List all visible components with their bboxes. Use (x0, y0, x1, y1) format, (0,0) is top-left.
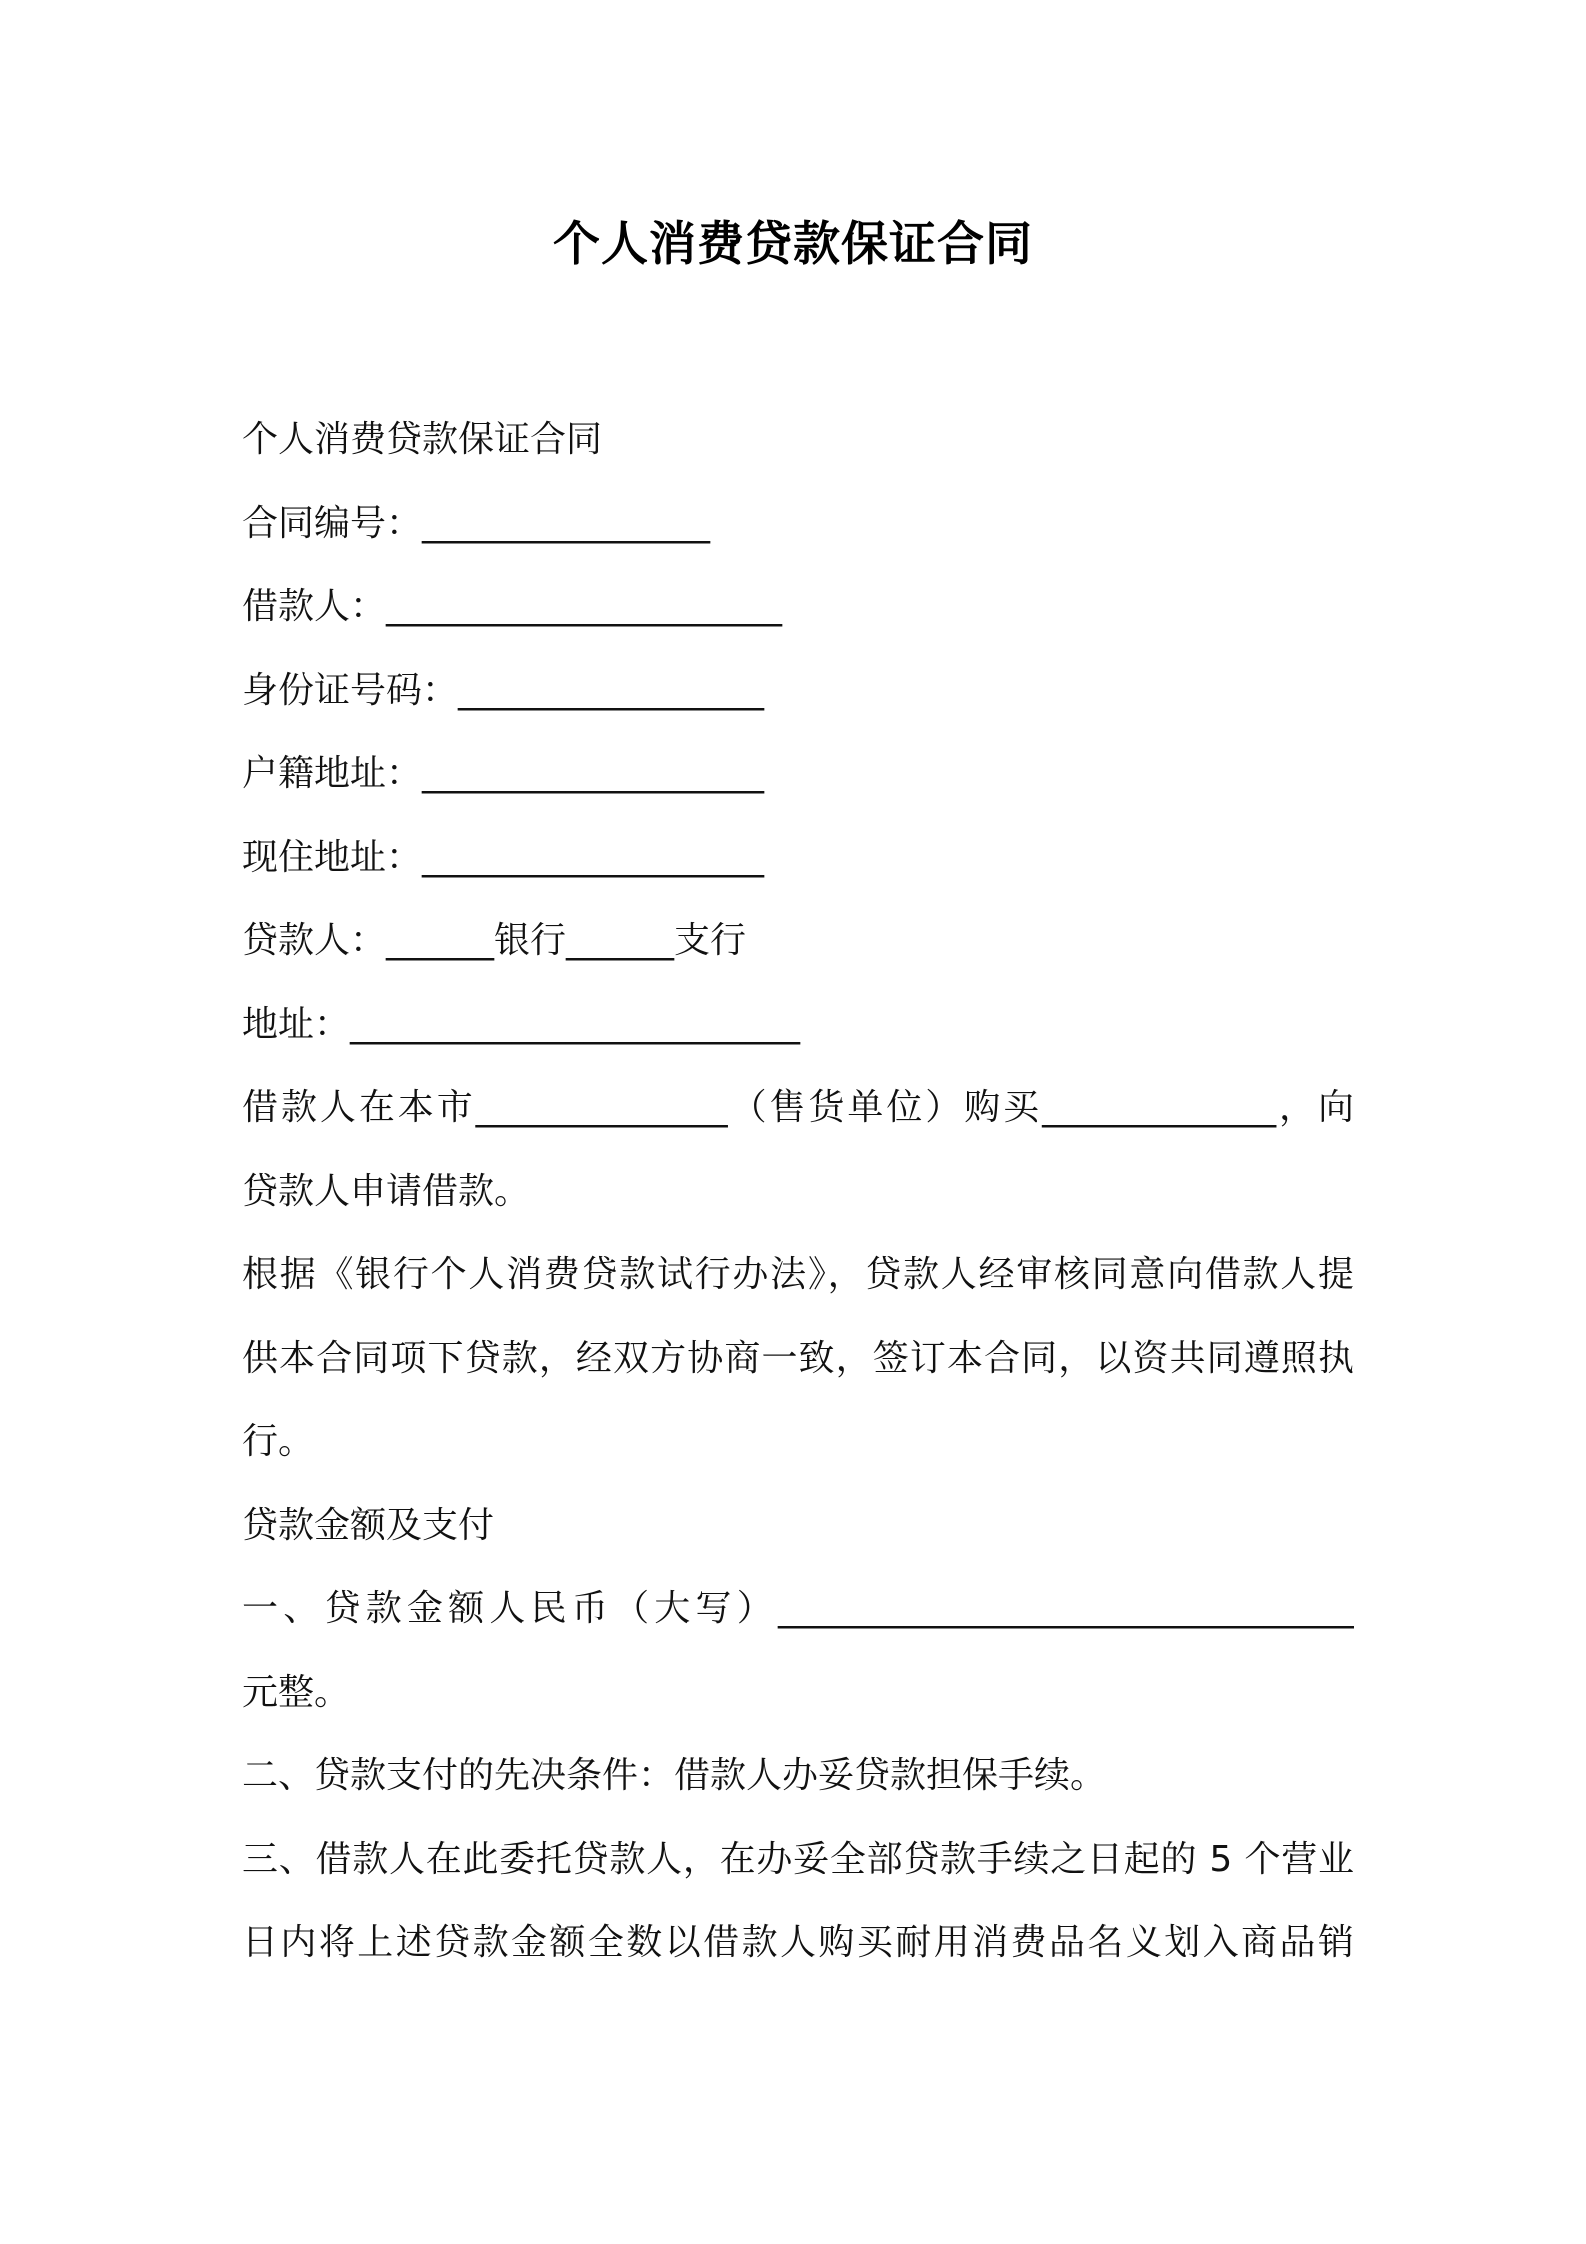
section-heading-loan-amount: 贷款金额及支付 (242, 1504, 495, 1546)
document-title: 个人消费贷款保证合同 (553, 217, 1033, 272)
household-address-field: 户籍地址：___________________ (242, 753, 765, 794)
purchase-statement-line-1: 借款人在本市______________（售货单位）购买_____________，向 (242, 1087, 1354, 1128)
current-address-field: 现住地址：___________________ (242, 836, 765, 878)
clause-3-line-1: 三、借款人在此委托贷款人，在办妥全部贷款手续之日起的 5 个营业 (242, 1838, 1354, 1880)
id-number-field: 身份证号码：_________________ (242, 669, 765, 711)
contract-number-field: 合同编号：________________ (242, 502, 711, 544)
lender-address-field: 地址：_________________________ (242, 1003, 801, 1045)
basis-paragraph-line-3: 行。 (242, 1421, 315, 1462)
basis-paragraph-line-1: 根据《银行个人消费贷款试行办法》，贷款人经审核同意向借款人提 (242, 1254, 1354, 1295)
basis-paragraph-line-2: 供本合同项下贷款，经双方协商一致，签订本合同，以资共同遵照执 (242, 1337, 1354, 1379)
clause-1-line-2: 元整。 (242, 1671, 351, 1713)
clause-2: 二、贷款支付的先决条件：借款人办妥贷款担保手续。 (242, 1755, 1107, 1796)
purchase-statement-line-2: 贷款人申请借款。 (242, 1170, 531, 1212)
borrower-field: 借款人：______________________ (242, 586, 783, 627)
clause-1-line-1: 一、贷款金额人民币（大写）________________________________ (242, 1588, 1354, 1629)
subtitle-line: 个人消费贷款保证合同 (242, 419, 603, 460)
document-body (242, 398, 1354, 1985)
clause-3-line-2: 日内将上述贷款金额全数以借款人购买耐用消费品名义划入商品销 (242, 1922, 1354, 1963)
lender-field: 贷款人：______银行______支行 (242, 920, 747, 961)
